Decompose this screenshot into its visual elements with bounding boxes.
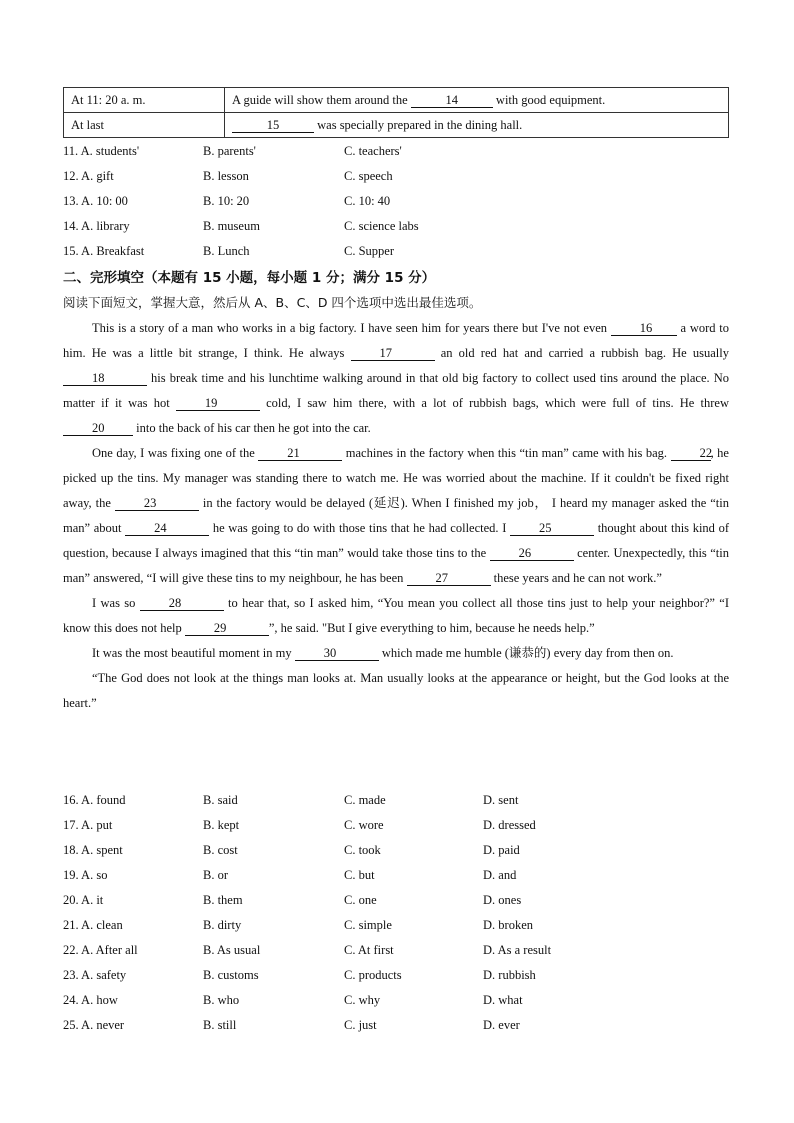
option-c: C. took: [344, 843, 381, 857]
passage-text: It was the most beautiful moment in my: [92, 646, 295, 660]
blank-22: 22: [671, 446, 711, 461]
blank-16: 16: [611, 321, 677, 336]
option-a: 12. A. gift: [63, 169, 114, 183]
passage-text: an old red hat and carried a rubbish bag. He usually: [434, 346, 729, 360]
blank-17: 17: [351, 346, 435, 361]
option-a: 24. A. how: [63, 993, 118, 1007]
option-d: D. what: [483, 993, 523, 1007]
option-d: D. broken: [483, 918, 533, 932]
blank-30: 30: [295, 646, 379, 661]
blank-29: 29: [185, 621, 269, 636]
option-row: [63, 963, 743, 988]
option-c: C. Supper: [344, 244, 394, 258]
option-c: C. one: [344, 893, 377, 907]
blank-25: 25: [510, 521, 594, 536]
option-row: [63, 239, 743, 264]
option-a: 15. A. Breakfast: [63, 244, 145, 258]
blank-24: 24: [125, 521, 209, 536]
option-d: D. As a result: [483, 943, 552, 957]
option-a: 21. A. clean: [63, 918, 123, 932]
blank-18: 18: [63, 371, 147, 386]
paragraph: [63, 441, 729, 591]
passage-text: into the back of his car then he got into the car.: [133, 421, 371, 435]
passage-text: I was so: [92, 596, 140, 610]
option-b: B. Lunch: [203, 244, 250, 258]
option-row: [63, 139, 743, 164]
passage-text: , he picked up the tins. My manager was standing there to watch me. He was worried about the machine. If it couldn't be fixed right away, the: [63, 446, 729, 510]
option-c: C. teachers': [344, 144, 402, 158]
option-d: D. ones: [483, 893, 522, 907]
table-row: [64, 113, 729, 138]
option-a: 20. A. it: [63, 893, 104, 907]
activity-cell: [225, 113, 729, 138]
passage-text: which made me humble (谦恭的) every day from then on.: [378, 646, 674, 660]
option-d: D. ever: [483, 1018, 520, 1032]
paragraph: [63, 591, 729, 641]
passage-text: thought about this kind of question, because I always imagined that this “tin man” would take those tins to the: [63, 521, 730, 560]
option-d: D. paid: [483, 843, 520, 857]
passage-text: in the factory would be delayed (延迟). When I finished my job， I heard my manager asked the “tin man” about: [63, 496, 729, 535]
option-row: [63, 1013, 743, 1038]
option-c: C. made: [344, 793, 386, 807]
option-b: B. still: [203, 1018, 237, 1032]
option-b: B. dirty: [203, 918, 242, 932]
option-row: [63, 938, 743, 963]
blank-27: 27: [407, 571, 491, 586]
option-b: B. lesson: [203, 169, 249, 183]
option-c: C. products: [344, 968, 402, 982]
instruction-text: 阅读下面短文，掌握大意，然后从 A、B、C、D 四个选项中选出最佳选项。: [63, 295, 482, 310]
option-b: B. them: [203, 893, 243, 907]
option-b: B. museum: [203, 219, 260, 233]
option-a: 16. A. found: [63, 793, 126, 807]
option-b: B. 10: 20: [203, 194, 250, 208]
paragraph: [63, 641, 729, 666]
time-cell: At 11: 20 a. m.: [64, 88, 225, 113]
option-a: 23. A. safety: [63, 968, 127, 982]
passage-text: these years and he can not work.”: [490, 571, 662, 585]
option-c: C. 10: 40: [344, 194, 391, 208]
options-list-part2: [63, 788, 743, 1038]
cloze-passage: [63, 316, 729, 716]
passage-text: This is a story of a man who works in a big factory. I have seen him for years there but I've not even: [92, 321, 611, 335]
option-b: B. kept: [203, 818, 240, 832]
blank-20: 20: [63, 421, 133, 436]
passage-text: a word to him. He was a little bit strange, I think. He always: [63, 321, 729, 360]
option-a: 18. A. spent: [63, 843, 123, 857]
passage-text: cold, I saw him there, with a lot of rubbish bags, which were full of tins. He threw: [259, 396, 730, 410]
option-a: 22. A. After all: [63, 943, 138, 957]
option-b: B. customs: [203, 968, 259, 982]
option-a: 25. A. never: [63, 1018, 125, 1032]
option-b: B. parents': [203, 144, 256, 158]
option-b: B. or: [203, 868, 228, 882]
option-c: C. why: [344, 993, 381, 1007]
option-row: [63, 863, 743, 888]
passage-text: he was going to do with those tins that he had collected. I: [209, 521, 511, 535]
paragraph: [63, 316, 729, 441]
option-b: B. As usual: [203, 943, 261, 957]
option-d: D. and: [483, 868, 517, 882]
blank-28: 28: [140, 596, 224, 611]
passage-text: “The God does not look at the things man looks at. Man usually looks at the appearance or height, but the God looks at the heart.”: [63, 671, 729, 710]
option-a: 17. A. put: [63, 818, 113, 832]
blank-23: 23: [115, 496, 199, 511]
option-b: B. cost: [203, 843, 238, 857]
option-c: C. wore: [344, 818, 384, 832]
activity-cell: [225, 88, 729, 113]
blank-19: 19: [176, 396, 260, 411]
passage-text: center. Unexpectedly, this “tin man” answered, “I will give these tins to my neighbour, he has been: [63, 546, 730, 585]
schedule-table: [63, 87, 729, 138]
option-a: 14. A. library: [63, 219, 130, 233]
passage-text: ”, he said. "But I give everything to him, because he needs help.”: [268, 621, 595, 635]
option-d: D. rubbish: [483, 968, 536, 982]
option-c: C. just: [344, 1018, 377, 1032]
blank-14: 14: [411, 93, 493, 108]
passage-text: One day, I was fixing one of the: [92, 446, 259, 460]
option-b: B. who: [203, 993, 240, 1007]
option-row: [63, 813, 743, 838]
option-c: C. science labs: [344, 219, 419, 233]
option-row: [63, 189, 743, 214]
activity-text: with good equipment.: [492, 92, 606, 107]
blank-21: 21: [258, 446, 342, 461]
table-row: [64, 88, 729, 113]
option-a: 19. A. so: [63, 868, 108, 882]
option-d: D. sent: [483, 793, 519, 807]
blank-15: 15: [232, 118, 314, 133]
option-c: C. but: [344, 868, 375, 882]
option-c: C. simple: [344, 918, 392, 932]
option-row: [63, 788, 743, 813]
passage-text: his break time and his lunchtime walking around in that old big factory to collect used tins around the place. No matter if it was hot: [63, 371, 729, 410]
passage-text: to hear that, so I asked him, “You mean you collect all those tins just to help your neighbor?” “I know this does not help: [63, 596, 730, 635]
option-a: 11. A. students': [63, 144, 140, 158]
option-row: [63, 164, 743, 189]
option-row: [63, 888, 743, 913]
activity-text: A guide will show them around the: [232, 92, 411, 107]
option-row: [63, 838, 743, 863]
option-row: [63, 913, 743, 938]
options-list-part1: [63, 139, 743, 264]
blank-26: 26: [490, 546, 574, 561]
section-title: 二、完形填空（本题有 15 小题，每小题 1 分；满分 15 分）: [63, 270, 436, 286]
option-b: B. said: [203, 793, 238, 807]
time-cell: At last: [64, 113, 225, 138]
option-row: [63, 214, 743, 239]
paragraph: [63, 666, 729, 716]
option-row: [63, 988, 743, 1013]
activity-text: was specially prepared in the dining hall.: [314, 117, 523, 132]
option-c: C. At first: [344, 943, 394, 957]
option-c: C. speech: [344, 169, 393, 183]
passage-text: machines in the factory when this “tin man” came with his bag.: [342, 446, 671, 460]
option-a: 13. A. 10: 00: [63, 194, 128, 208]
option-d: D. dressed: [483, 818, 536, 832]
